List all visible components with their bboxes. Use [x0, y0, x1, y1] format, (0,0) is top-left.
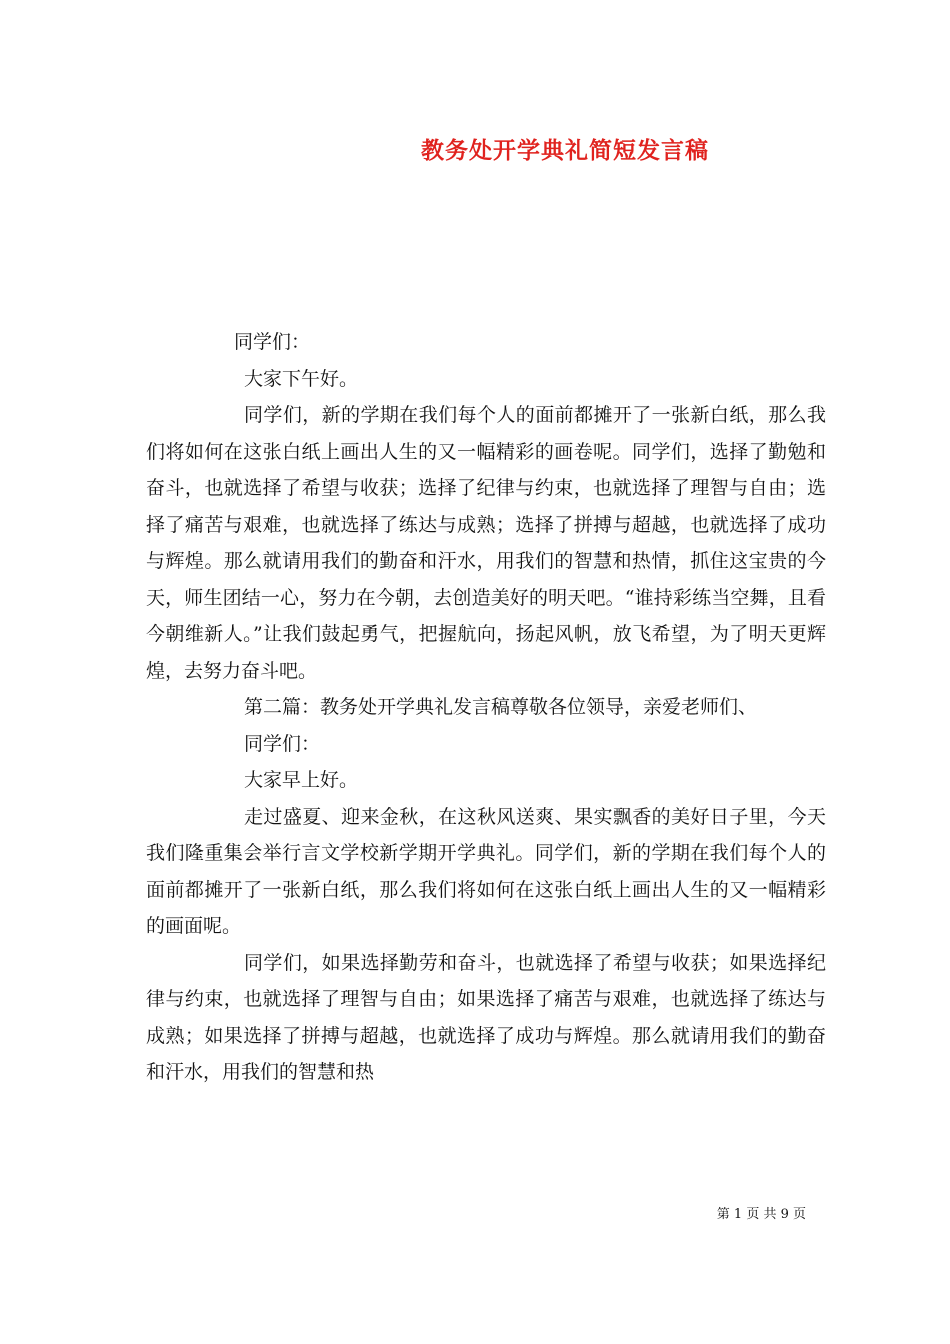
paragraph-1: 同学们，新的学期在我们每个人的面前都摊开了一张新白纸，那么我们将如何在这张白纸上画出人生的又一幅精彩的画卷呢。同学们，选择了勤勉和奋斗，也就选择了希望与收获；选择了纪律与约束，也就选择了理智与自由；选择了痛苦与艰难，也就选择了练达与成熟；选择了拼搏与超越，也就选择了成功与辉煌。那么就请用我们的勤奋和汗水，用我们的智慧和热情，抓住这宝贵的今天，师生团结一心，努力在今朝，去创造美好的明天吧。“谁持彩练当空舞，且看今朝维新人。”让我们鼓起勇气，把握航向，扬起风帆，放飞希望，为了明天更辉煌，去努力奋斗吧。 — [146, 404, 826, 682]
paragraph-3: 同学们，如果选择勤劳和奋斗，也就选择了希望与收获；如果选择纪律与约束，也就选择了理智与自由；如果选择了痛苦与艰难，也就选择了练达与成熟；如果选择了拼搏与超越，也就选择了成功与辉煌。那么就请用我们的勤奋和汗水，用我们的智慧和热 — [146, 951, 826, 1083]
paragraph-2: 走过盛夏、迎来金秋，在这秋风送爽、果实飘香的美好日子里，今天我们隆重集会举行言文学校新学期开学典礼。同学们，新的学期在我们每个人的面前都摊开了一张新白纸，那么我们将如何在这张白纸上画出人生的又一幅精彩的画面呢。 — [146, 805, 826, 937]
salutation-1: 同学们： — [234, 331, 311, 353]
greeting-2: 大家早上好。 — [244, 769, 359, 791]
salutation-2: 同学们： — [244, 732, 321, 755]
document-title: 教务处开学典礼简短发言稿 — [421, 137, 709, 164]
greeting-1: 大家下午好。 — [244, 367, 359, 390]
document-body — [146, 324, 826, 1091]
section-heading-2: 第二篇：教务处开学典礼发言稿尊敬各位领导，亲爱老师们、 — [244, 696, 758, 718]
page-number: 第 1 页 共 9 页 — [716, 1207, 806, 1222]
